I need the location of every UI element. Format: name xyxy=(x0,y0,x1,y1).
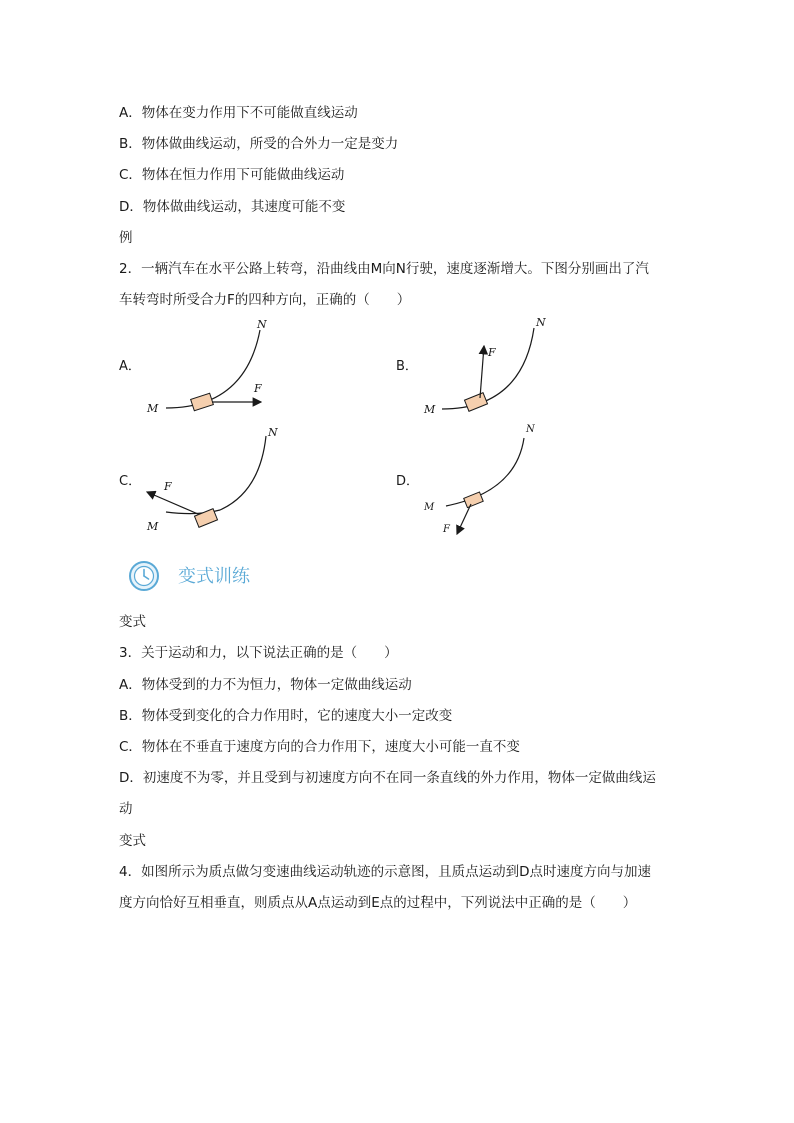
car-block xyxy=(464,492,484,508)
car-block xyxy=(194,509,217,528)
figure-d-diagram xyxy=(418,418,558,543)
figure-b-diagram xyxy=(418,312,558,422)
q3-option-d-continued: 动 xyxy=(119,801,133,817)
variant-label-2: 变式 xyxy=(119,833,146,849)
section-title: 变式训练 xyxy=(178,566,250,587)
q2-stem-line1: 2．一辆汽车在水平公路上转弯，沿曲线由M向N行驶，速度逐渐增大。下图分别画出了汽 xyxy=(119,261,649,277)
example-label: 例 xyxy=(119,230,133,246)
label-f: F xyxy=(254,382,262,395)
q4-stem-line2: 度方向恰好互相垂直，则质点从A点运动到E点的过程中，下列说法中正确的是（ ） xyxy=(119,895,637,911)
figure-d-label: D． xyxy=(396,474,420,489)
label-n: N xyxy=(536,316,546,329)
q3-option-a: A．物体受到的力不为恒力，物体一定做曲线运动 xyxy=(119,677,412,693)
label-f: F xyxy=(164,480,172,493)
label-n: N xyxy=(257,318,267,331)
q3-option-d: D．初速度不为零，并且受到与初速度方向不在同一条直线的外力作用，物体一定做曲线运 xyxy=(119,770,656,786)
trajectory-curve xyxy=(166,330,260,408)
q2-stem-line2: 车转弯时所受合力F的四种方向，正确的（ ） xyxy=(119,292,411,308)
trajectory-curve xyxy=(446,438,524,506)
figure-b-label: B． xyxy=(396,359,418,374)
car-block xyxy=(464,393,487,412)
label-n: N xyxy=(268,426,278,439)
label-f: F xyxy=(443,524,450,535)
q4-stem-line1: 4．如图所示为质点做匀变速曲线运动轨迹的示意图，且质点运动到D点时速度方向与加速 xyxy=(119,864,651,880)
label-n: N xyxy=(526,424,535,435)
label-m: M xyxy=(147,520,159,533)
q3-stem: 3．关于运动和力，以下说法正确的是（ ） xyxy=(119,645,398,661)
q1-option-b: B．物体做曲线运动，所受的合外力一定是变力 xyxy=(119,136,399,152)
trajectory-curve xyxy=(442,328,534,409)
q3-option-b: B．物体受到变化的合力作用时，它的速度大小一定改变 xyxy=(119,708,453,724)
label-m: M xyxy=(147,402,159,415)
force-arrow xyxy=(480,346,484,398)
q3-option-c: C．物体在不垂直于速度方向的合力作用下，速度大小可能一直不变 xyxy=(119,739,520,755)
clock-icon xyxy=(128,560,160,592)
force-arrow xyxy=(147,492,198,514)
label-f: F xyxy=(488,346,496,359)
car-block xyxy=(191,393,214,411)
label-m: M xyxy=(424,403,436,416)
q1-option-a: A．物体在变力作用下不可能做直线运动 xyxy=(119,105,358,121)
trajectory-curve xyxy=(166,436,266,514)
variant-label-1: 变式 xyxy=(119,614,146,630)
force-arrow xyxy=(457,504,471,534)
figure-a-diagram xyxy=(140,312,280,422)
figure-c-label: C． xyxy=(119,474,142,489)
q1-option-c: C．物体在恒力作用下可能做曲线运动 xyxy=(119,167,345,183)
figure-a-label: A． xyxy=(119,359,141,374)
label-m: M xyxy=(424,502,435,513)
figure-c-diagram xyxy=(140,424,280,539)
q1-option-d: D．物体做曲线运动，其速度可能不变 xyxy=(119,199,346,215)
